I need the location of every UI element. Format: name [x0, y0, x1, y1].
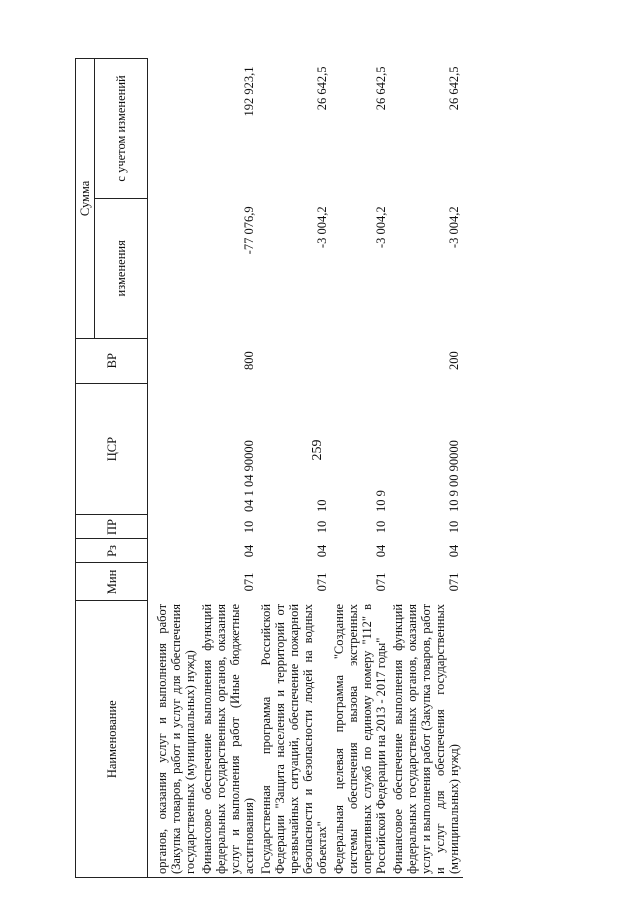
header-with-changes: с учетом изменений — [95, 59, 148, 199]
row-name-text: Государственная программа Российской Федерации "Защита населения и территорий от чрезвычайных ситуаций, обеспечение пожарной безопасности и безопасности людей на водных объектах" — [259, 603, 329, 874]
row-min: 071 — [315, 572, 329, 592]
row-csr — [154, 383, 199, 515]
row-vr: 800 — [242, 351, 256, 371]
row-change — [154, 198, 199, 338]
row-rz: 04 — [315, 544, 329, 558]
row-vr — [331, 338, 390, 383]
row-pr — [154, 515, 199, 539]
row-name — [390, 601, 463, 878]
row-name — [199, 601, 258, 878]
header-csr: ЦСР — [76, 383, 148, 515]
header-change: изменения — [95, 198, 148, 338]
row-change: -77 076,9 — [242, 206, 256, 255]
row-rz — [154, 539, 199, 563]
row-vr: 200 — [447, 351, 461, 371]
row-rz: 04 — [374, 544, 388, 558]
page-number: 259 — [310, 439, 325, 461]
row-name — [154, 601, 199, 878]
row-vr — [258, 338, 331, 383]
row-pr: 10 — [315, 520, 329, 534]
row-min: 071 — [242, 572, 256, 592]
header-min: Мин — [76, 563, 148, 601]
row-name-text: органов, оказания услуг и выполнения работ (Закупка товаров, работ и услуг для обеспечения государственных (муниципальных) нужд) — [155, 603, 197, 874]
row-change: -3 004,2 — [447, 206, 461, 249]
row-csr: 10 9 — [374, 490, 388, 512]
row-name-text: Финансовое обеспечение выполнения функций федеральных государственных органов, оказания услуг и выполнения работ (Закупка товаров, работ и услуг для обеспечения государственных (муниципальных) нужд) — [391, 603, 461, 874]
header-rz: Рз — [76, 539, 148, 563]
row-vr — [154, 338, 199, 383]
row-name — [258, 601, 331, 878]
row-csr: 10 9 00 90000 — [447, 440, 461, 512]
table-row — [199, 59, 258, 878]
header-pr: ПР — [76, 515, 148, 539]
row-change: -3 004,2 — [374, 206, 388, 249]
row-rz: 04 — [242, 544, 256, 558]
table-row — [331, 59, 390, 878]
rotated-table-container — [75, 58, 575, 878]
table-row — [390, 59, 463, 878]
row-pr: 10 — [374, 520, 388, 534]
row-min — [154, 563, 199, 601]
row-total: 192 923,1 — [242, 66, 256, 117]
row-min: 071 — [447, 572, 461, 592]
row-change: -3 004,2 — [315, 206, 329, 249]
row-total: 26 642,5 — [447, 66, 461, 111]
row-name-text: Финансовое обеспечение выполнения функций федеральных государственных органов, оказания услуг и выполнения работ (Иные бюджетные ассигнования) — [200, 603, 256, 874]
row-csr: 10 — [315, 499, 329, 512]
table-row — [258, 59, 331, 878]
header-name: Наименование — [76, 601, 148, 878]
row-name — [331, 601, 390, 878]
row-pr: 10 — [447, 520, 461, 534]
row-rz: 04 — [447, 544, 461, 558]
row-csr: 04 1 04 90000 — [242, 440, 256, 512]
table-row — [154, 59, 199, 878]
row-min: 071 — [374, 572, 388, 592]
header-vr: ВР — [76, 338, 148, 383]
row-name-text: Федеральная целевая программа "Создание системы обеспечения вызова экстренных оперативных служб по единому номеру "112" в Российской Федерации на 2013 - 2017 годы" — [332, 603, 388, 874]
header-sum: Сумма — [76, 59, 95, 339]
row-total: 26 642,5 — [315, 66, 329, 111]
row-total — [154, 59, 199, 199]
budget-table — [75, 58, 463, 878]
row-pr: 10 — [242, 520, 256, 534]
row-total: 26 642,5 — [374, 66, 388, 111]
